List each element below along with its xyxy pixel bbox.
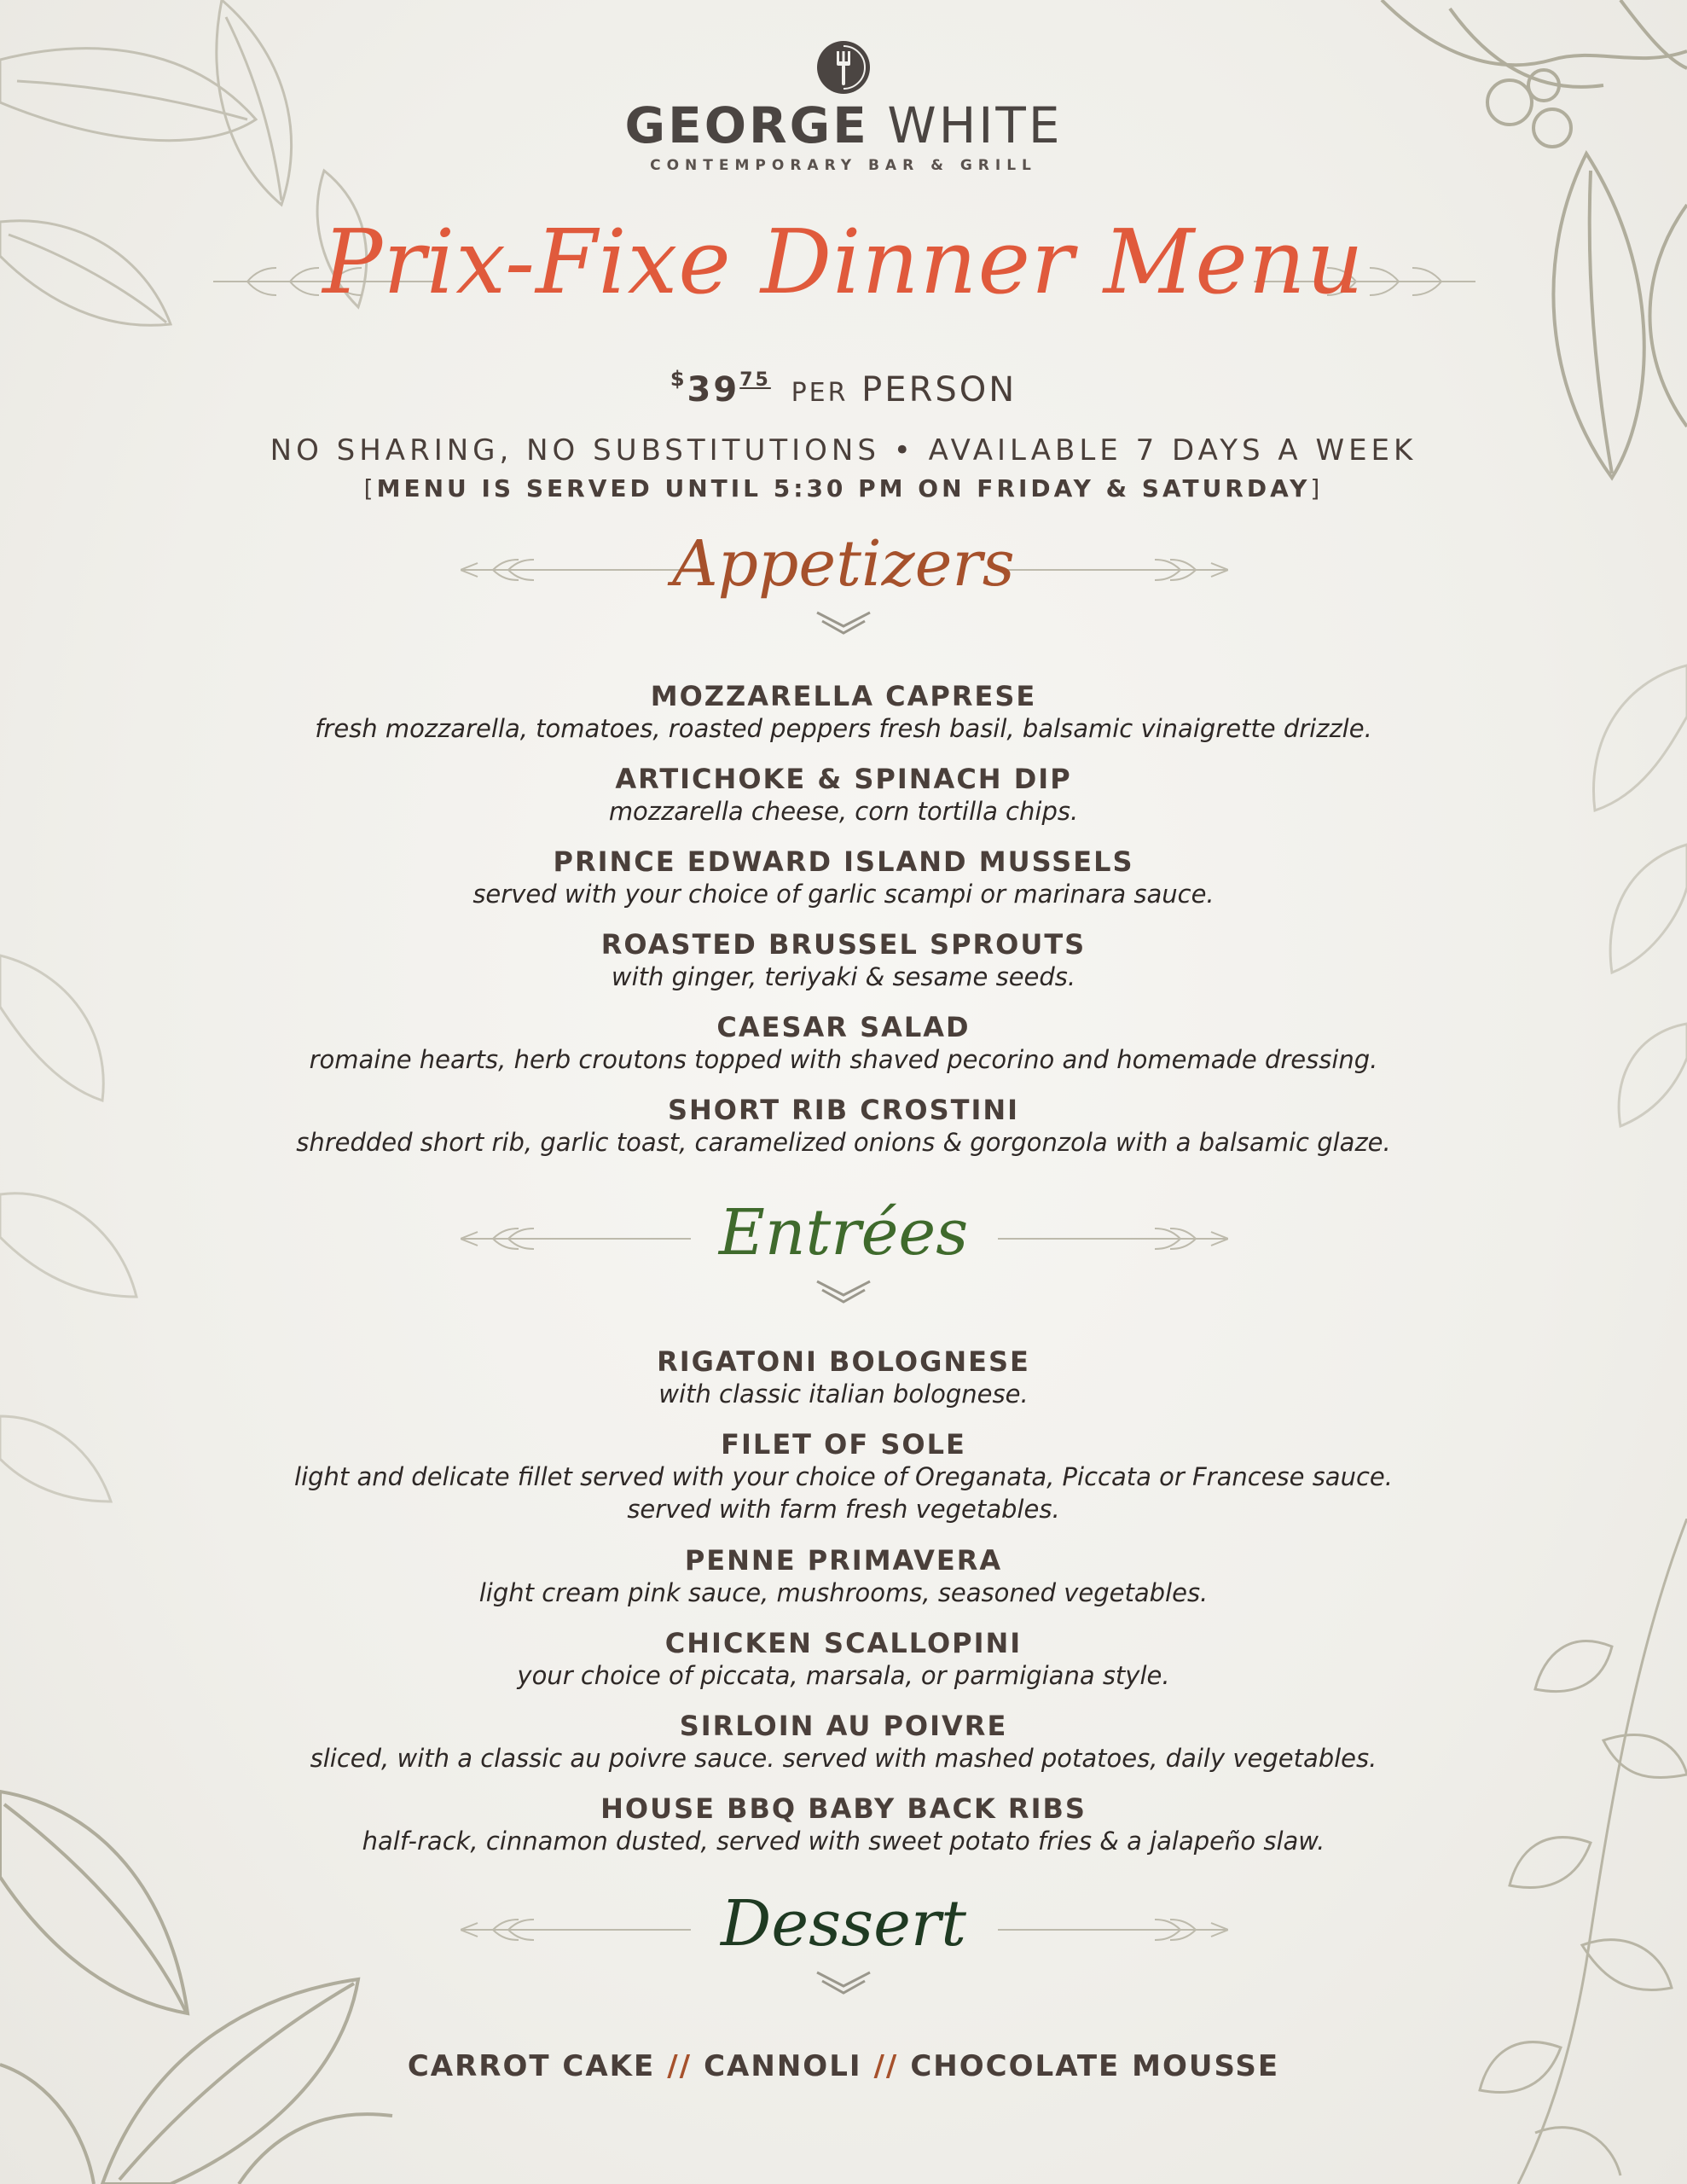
menu-item-name: SIRLOIN AU POIVRE <box>679 1710 1008 1742</box>
menu-item-description: sliced, with a classic au poivre sauce. served with mashed potatoes, daily vegetables. <box>310 1744 1377 1773</box>
hours-text: MENU IS SERVED UNTIL 5:30 PM ON FRIDAY & SATURDAY <box>376 474 1311 502</box>
dessert-item: CANNOLI <box>704 2049 862 2083</box>
menu-item-description: mozzarella cheese, corn tortilla chips. <box>608 797 1079 826</box>
hours-bracket-close: ] <box>1310 474 1324 502</box>
menu-item-description: with ginger, teriyaki & sesame seeds. <box>611 962 1076 991</box>
hours-bracket-open: [ <box>363 474 377 502</box>
price-person: PERSON <box>861 370 1017 410</box>
double-chevron-down-icon <box>814 609 873 638</box>
price-dollar: $ <box>670 367 687 391</box>
menu-item-description: your choice of piccata, marsala, or parmigiana style. <box>517 1661 1170 1690</box>
brand-tagline: CONTEMPORARY BAR & GRILL <box>650 157 1037 174</box>
menu-item-description: served with farm fresh vegetables. <box>627 1495 1060 1524</box>
entrees-title: Entrées <box>718 1196 969 1269</box>
appetizers-title: Appetizers <box>672 527 1015 601</box>
menu-item-name: MOZZARELLA CAPRESE <box>650 680 1037 712</box>
menu-item-description: served with your choice of garlic scampi or marinara sauce. <box>472 880 1215 909</box>
menu-item-description: with classic italian bolognese. <box>658 1380 1029 1409</box>
price-per: PER <box>791 378 849 408</box>
menu-item-description: romaine hearts, herb croutons topped with shaved pecorino and homemade dressing. <box>309 1045 1378 1074</box>
menu-item-description: light cream pink sauce, mushrooms, seasoned vegetables. <box>478 1578 1209 1607</box>
double-chevron-down-icon <box>814 1969 873 1998</box>
menu-hours <box>0 474 1687 502</box>
double-chevron-down-icon <box>814 1278 873 1307</box>
menu-item-description: shredded short rib, garlic toast, caramelized onions & gorgonzola with a balsamic glaze. <box>296 1128 1391 1157</box>
menu-item-name: SHORT RIB CROSTINI <box>667 1094 1020 1126</box>
dessert-list <box>0 2049 1687 2083</box>
fork-in-circle-icon <box>815 39 872 96</box>
menu-item-description: light and delicate fillet served with your choice of Oreganata, Piccata or Francese sauce. <box>294 1462 1393 1491</box>
menu-item-name: ARTICHOKE & SPINACH DIP <box>615 763 1072 795</box>
menu-item-description: fresh mozzarella, tomatoes, roasted peppers fresh basil, balsamic vinaigrette drizzle. <box>315 714 1372 743</box>
price-cents: 75 <box>739 369 771 391</box>
brand-name-light: WHITE <box>887 96 1063 154</box>
menu-item-name: RIGATONI BOLOGNESE <box>657 1345 1030 1378</box>
dessert-separator: // <box>667 2049 693 2083</box>
brand-name-bold: GEORGE <box>624 96 869 154</box>
menu-rules: NO SHARING, NO SUBSTITUTIONS • AVAILABLE 7 DAYS A WEEK <box>270 433 1417 468</box>
dessert-item: CARROT CAKE <box>407 2049 656 2083</box>
price <box>0 367 1687 410</box>
dessert-title: Dessert <box>721 1887 966 1960</box>
menu-title: Prix-Fixe Dinner Menu <box>322 210 1365 314</box>
menu-item-name: ROASTED BRUSSEL SPROUTS <box>600 928 1087 961</box>
menu-item-name: PRINCE EDWARD ISLAND MUSSELS <box>553 845 1134 878</box>
menu-item-name: CHICKEN SCALLOPINI <box>664 1627 1023 1659</box>
menu-item-name: FILET OF SOLE <box>721 1428 966 1461</box>
menu-item-name: HOUSE BBQ BABY BACK RIBS <box>600 1792 1087 1825</box>
menu-item-description: half-rack, cinnamon dusted, served with sweet potato fries & a jalapeño slaw. <box>362 1827 1325 1856</box>
dessert-item: CHOCOLATE MOUSSE <box>910 2049 1280 2083</box>
brand-name <box>0 96 1687 154</box>
dessert-separator: // <box>873 2049 899 2083</box>
menu-item-name: PENNE PRIMAVERA <box>684 1544 1003 1577</box>
menu-item-name: CAESAR SALAD <box>716 1011 971 1043</box>
price-whole: 39 <box>687 370 740 410</box>
